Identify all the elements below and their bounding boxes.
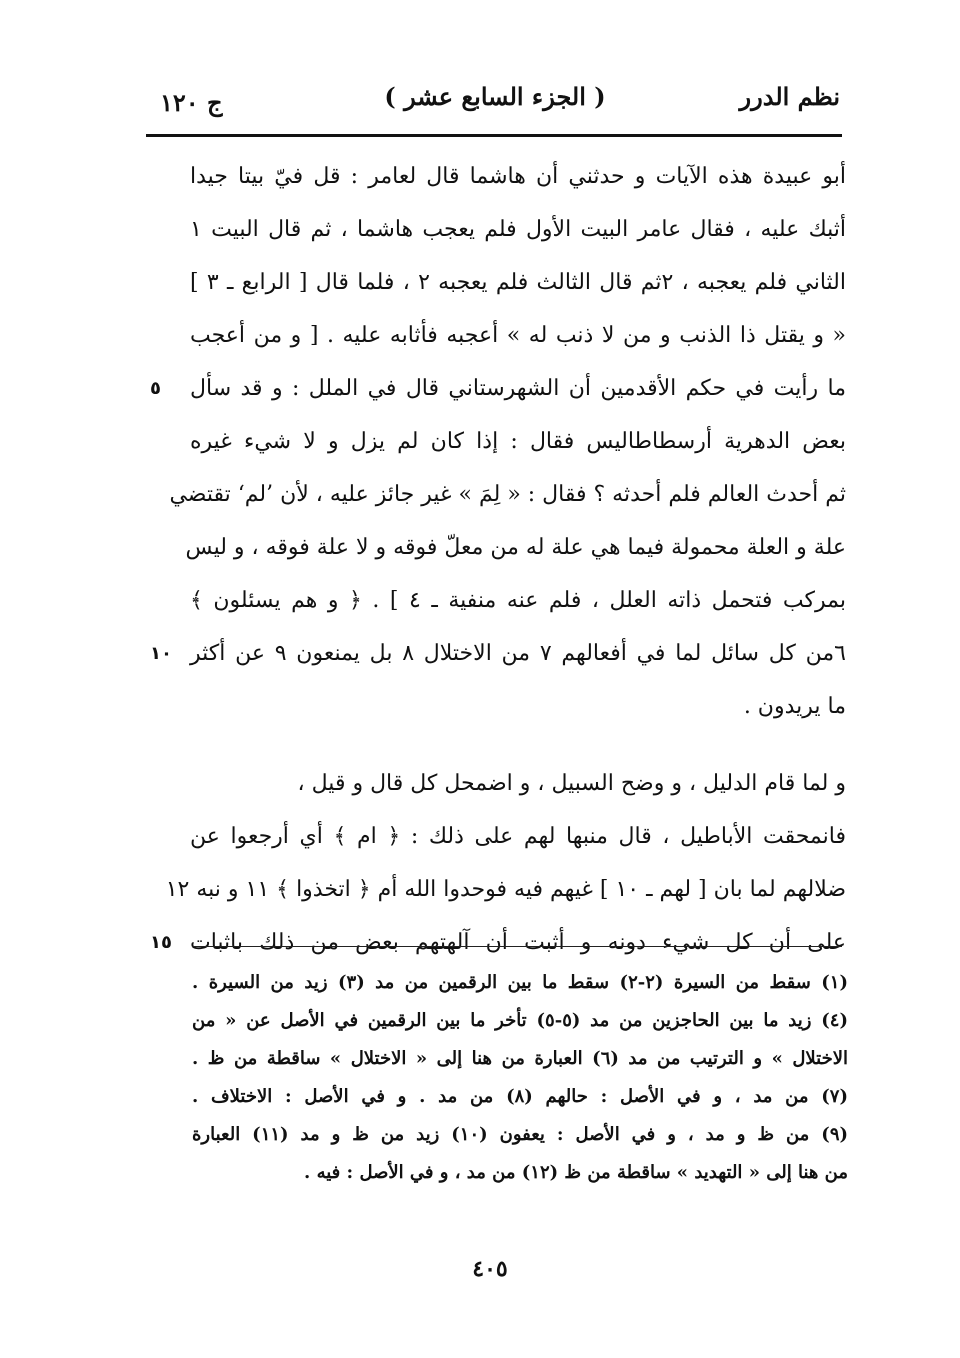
text-line xyxy=(150,627,846,680)
paragraph-gap xyxy=(150,733,846,757)
main-text xyxy=(150,150,846,969)
text-line-content: علة و العلة محمولة فيما هي علة له من معلّ فوقه و لا علة فوقه ، و ليس xyxy=(185,535,846,560)
text-line xyxy=(150,863,846,916)
page-number: ٤٠٥ xyxy=(472,1256,508,1282)
footnote-line: (١) سقط من السيرة (٢-٢) سقط ما بين الرقمين من مد (٣) زيد من السيرة . xyxy=(192,972,848,993)
text-line-content: أثبك عليه ، فقال عامر البيت الأول فلم يعجب هاشما ، ثم قال البيت ١ xyxy=(190,217,846,242)
volume-label: ج ١٢٠ xyxy=(160,88,223,117)
footnote-line: من هنا إلى « التهديد » ساقطة من ظ (١٢) من مد ، و في الأصل : فيه . xyxy=(304,1162,848,1183)
text-line-content: ضلالهم لما بان [ لهم ـ ١٠ ] غيهم فيه فوحدوا الله أم ﴿ اتخذوا ﴾ ١١ و نبه ١٢ xyxy=(165,877,846,902)
text-line-content: ثم أحدث العالم فلم أحدثه ؟ فقال : « لِمَ » غير جائز عليه ، لأن ’لم‘ تقتضي xyxy=(169,482,846,507)
text-line-content: بمركب فتحمل ذاته العلل ، فلم عنه منفية ـ ٤ ] . ﴿ و هم يسئلون ﴾ xyxy=(190,588,846,613)
footnotes xyxy=(192,964,848,1192)
text-line-content: ٦من كل سائل لما في أفعالهم ٧ من الاختلال ٨ بل يمنعون ٩ عن أكثر xyxy=(190,641,846,666)
text-line xyxy=(150,256,846,309)
text-line xyxy=(150,150,846,203)
text-line xyxy=(150,574,846,627)
footnote-rule xyxy=(192,946,842,947)
text-line xyxy=(150,810,846,863)
footnote-line: (٤) زيد ما بين الحاجزين من مد (٥-٥) تأخر ما بين الرقمين في الأصل عن « من xyxy=(192,1010,848,1031)
text-line xyxy=(150,309,846,362)
line-number: ١٠ xyxy=(150,643,172,664)
footnote-line: (٩) من ظ و مد ، و في الأصل : يعفون (١٠) زيد من ظ و مد (١١) العبارة xyxy=(192,1124,848,1145)
text-line xyxy=(150,757,846,810)
text-line-content: على أن كل شيء دونه و أثبت أن آلهتهم بعض من ذلك باثبات xyxy=(190,930,846,955)
text-line-content: و لما قام الدليل ، و وضح السبيل ، و اضمحل كل قال و قيل ، xyxy=(297,771,846,796)
part-label: ( الجزء السابع عشر ) xyxy=(384,82,606,111)
page-header xyxy=(150,78,840,128)
text-line xyxy=(150,415,846,468)
line-number: ٥ xyxy=(150,378,161,399)
line-number: ١٥ xyxy=(150,932,172,953)
text-line-content: فانمحقت الأباطيل ، قال منبها لهم على ذلك : ﴿ ام ﴾ أي أرجعوا عن xyxy=(190,824,846,849)
book-title: نظم الدرر xyxy=(739,82,840,111)
footnote-line: الاختلال » و الترتيب من مد (٦) العبارة من هنا إلى « الاختلال » ساقطة من ظ . xyxy=(192,1048,848,1069)
text-line-content: ما يريدون . xyxy=(743,694,846,719)
text-line-content: بعض الدهرية أرسطاطاليس فقال : إذا كان لم يزل و لا شيء غيره xyxy=(190,429,846,454)
text-line-content: أبو عبيدة هذه الآيات و حدثني أن هاشما قال لعامر : قل فيّ بيتا جيدا xyxy=(190,164,846,189)
footnote-line: (٧) من مد ، و في الأصل : حالهم (٨) من مد . و في الأصل : الاختلاف . xyxy=(192,1086,848,1107)
text-line-content: « و يقتل ذا الذنب و من لا ذنب له » أعجبه فأثابه عليه . [ و من أعجب xyxy=(190,323,846,348)
text-line xyxy=(150,468,846,521)
text-line-content: الثاني فلم يعجبه ، ٢ثم قال الثالث فلم يعجبه ٢ ، فلما قال [ الرابع ـ ٣ ] xyxy=(190,270,846,295)
text-line xyxy=(150,521,846,574)
text-line-content: ما رأيت في حكم الأقدمين أن الشهرستاني قال في الملل : و قد سأل xyxy=(190,376,846,401)
header-rule xyxy=(146,134,842,137)
text-line xyxy=(150,916,846,969)
text-line xyxy=(150,203,846,256)
text-line xyxy=(150,362,846,415)
text-line xyxy=(150,680,846,733)
